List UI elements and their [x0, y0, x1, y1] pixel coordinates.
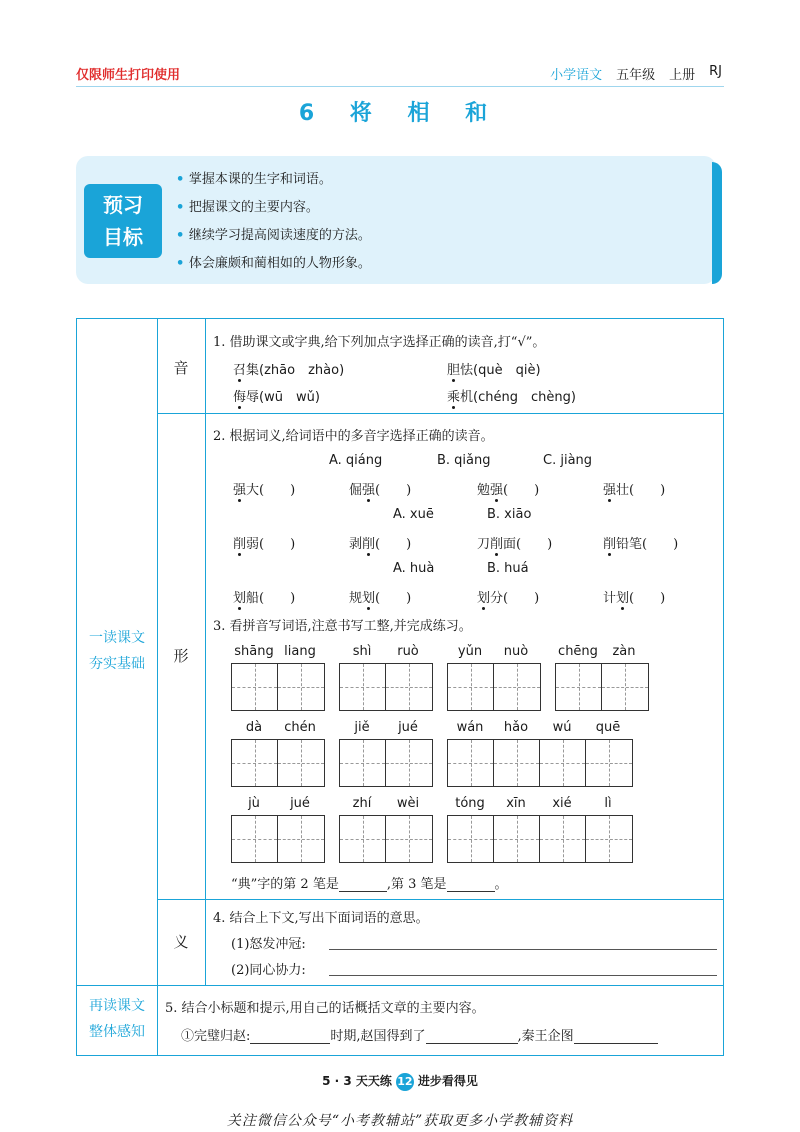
row-divider — [157, 413, 723, 414]
q5-text: 时期,赵国得到了 — [330, 1029, 426, 1044]
q5-text: ,秦王企图 — [517, 1029, 574, 1044]
q1-item — [233, 359, 344, 378]
grade: 五年级 — [616, 68, 656, 83]
q5-text: ①完璧归赵: — [181, 1029, 251, 1044]
pinyin: lì — [604, 796, 612, 811]
char: 集 — [246, 363, 260, 378]
pinyin: ruò — [397, 644, 419, 659]
option: B. xiāo — [487, 507, 532, 522]
writing-grid[interactable] — [447, 815, 633, 863]
option: B. huá — [487, 561, 529, 576]
pinyin: wán — [456, 720, 484, 735]
answer-paren[interactable]: 壮( ) — [616, 483, 666, 498]
badge-line1: 预习 — [103, 193, 143, 217]
section-read2-line1: 再读课文 — [89, 998, 145, 1014]
dotted-char: 划 — [616, 591, 630, 606]
char: 辱 — [246, 390, 260, 405]
stroke-text: ,第 3 笔是 — [386, 877, 447, 892]
label-yin: 音 — [173, 359, 189, 377]
row-divider — [157, 899, 723, 900]
q2-item — [477, 479, 539, 498]
subject: 小学语文 — [550, 68, 603, 83]
volume: 上册 — [669, 68, 696, 83]
pinyin-word — [231, 796, 323, 811]
q4-item1: (1)怒发冲冠: — [231, 937, 306, 952]
header-divider — [76, 86, 724, 87]
section-read1-line2: 夯实基础 — [89, 656, 145, 672]
pinyin-word — [339, 644, 431, 659]
writing-grid[interactable] — [555, 663, 649, 711]
answer-paren[interactable]: 船( ) — [246, 591, 296, 606]
pinyin-word — [231, 644, 323, 659]
q1-item — [233, 386, 320, 405]
pinyin: quē — [595, 720, 621, 735]
footer-slogan: 进步看得见 — [417, 1074, 478, 1088]
pinyin: liang — [284, 644, 316, 659]
pinyin: xié — [552, 796, 572, 811]
answer-paren[interactable]: 分( ) — [490, 591, 540, 606]
dotted-char: 强 — [362, 483, 376, 498]
goal-item: • 体会廉颇和蔺相如的人物形象。 — [176, 252, 371, 280]
pinyin: zhí — [352, 796, 372, 811]
char: 刀 — [477, 537, 491, 552]
answer-paren[interactable]: ( ) — [503, 483, 540, 498]
q2-item — [603, 533, 678, 552]
answer-paren[interactable]: 面( ) — [503, 537, 553, 552]
answer-paren[interactable]: 铅笔( ) — [616, 537, 679, 552]
answer-paren[interactable]: ( ) — [375, 591, 412, 606]
char: 剥 — [349, 537, 363, 552]
pinyin: shāng — [234, 644, 274, 659]
dotted-char: 召 — [233, 363, 247, 378]
option: B. qiǎng — [437, 453, 491, 468]
page-number: 12 — [396, 1073, 414, 1091]
writing-grid[interactable] — [231, 739, 325, 787]
writing-grid[interactable] — [231, 815, 325, 863]
dotted-char: 强 — [233, 483, 247, 498]
q2-item — [349, 587, 411, 606]
option: A. xuē — [393, 507, 434, 522]
lesson-title: 6 将 相 和 — [298, 101, 502, 126]
stroke-text: “典”字的第 2 笔是 — [231, 877, 339, 892]
dotted-char: 削 — [490, 537, 504, 552]
answer-blank[interactable] — [574, 1030, 658, 1044]
pinyin-options: (què qiè) — [473, 363, 541, 378]
pinyin: nuò — [503, 644, 529, 659]
pinyin: wú — [552, 720, 572, 735]
pinyin-options: (zhāo zhào) — [259, 363, 345, 378]
col-divider — [205, 319, 206, 985]
pinyin: jiě — [354, 720, 370, 735]
pinyin-word — [447, 644, 539, 659]
footer-series: 5 · 3 天天练 — [322, 1074, 392, 1088]
pinyin: zàn — [612, 644, 636, 659]
q1-prompt: 1. 借助课文或字典,给下列加点字选择正确的读音,打“√”。 — [213, 335, 546, 350]
dotted-char: 削 — [362, 537, 376, 552]
answer-blank[interactable] — [250, 1030, 330, 1044]
label-yi: 义 — [173, 933, 189, 951]
writing-grid[interactable] — [231, 663, 325, 711]
char: 倔 — [349, 483, 363, 498]
stroke-blank[interactable] — [447, 878, 495, 892]
dotted-char: 强 — [490, 483, 504, 498]
pinyin-word — [339, 720, 431, 735]
q2-item — [233, 533, 295, 552]
writing-grid[interactable] — [339, 815, 433, 863]
preview-goals-box — [76, 156, 716, 284]
pinyin-word — [231, 720, 323, 735]
q5-prompt: 5. 结合小标题和提示,用自己的话概括文章的主要内容。 — [165, 1001, 485, 1016]
pinyin: xīn — [506, 796, 526, 811]
writing-grid[interactable] — [447, 663, 541, 711]
section-read1-line1: 一读课文 — [89, 630, 145, 646]
answer-paren[interactable]: 大( ) — [246, 483, 296, 498]
section-read1 — [77, 625, 157, 677]
q2-item — [477, 587, 539, 606]
q1-item — [447, 359, 541, 378]
stroke-blank[interactable] — [339, 878, 387, 892]
bottom-note: 关注微信公众号“小考教辅站”获取更多小学教辅资料 — [226, 1113, 574, 1129]
option: A. huà — [393, 561, 435, 576]
dotted-char: 强 — [603, 483, 617, 498]
char: 勉 — [477, 483, 491, 498]
dotted-char: 划 — [233, 591, 247, 606]
pinyin-word — [447, 720, 631, 735]
pinyin: chēng — [558, 644, 598, 659]
stroke-question — [231, 873, 508, 892]
pinyin-word — [447, 796, 631, 811]
char: 计 — [603, 591, 617, 606]
pinyin: yǔn — [457, 644, 483, 659]
q3-prompt: 3. 看拼音写词语,注意书写工整,并完成练习。 — [213, 619, 472, 634]
label-xing: 形 — [173, 647, 189, 665]
row-divider — [77, 985, 723, 986]
preview-goals-badge — [84, 184, 162, 258]
dotted-char: 划 — [362, 591, 376, 606]
answer-paren[interactable]: ( ) — [375, 537, 412, 552]
pinyin: jué — [290, 796, 310, 811]
answer-paren[interactable]: ( ) — [375, 483, 412, 498]
pinyin-word — [339, 796, 431, 811]
pinyin-options: (wū wǔ) — [259, 390, 320, 405]
char: 规 — [349, 591, 363, 606]
page-footer — [0, 1072, 800, 1091]
dotted-char: 胆 — [447, 363, 461, 378]
option: A. qiáng — [329, 453, 383, 468]
pinyin: hǎo — [503, 720, 529, 735]
q2-item — [603, 587, 665, 606]
dotted-char: 削 — [603, 537, 617, 552]
q1-item — [447, 386, 576, 405]
dotted-char: 侮 — [233, 390, 247, 405]
section-read2 — [77, 993, 157, 1045]
writing-grid[interactable] — [339, 663, 433, 711]
badge-line2: 目标 — [103, 225, 143, 249]
pinyin: chén — [284, 720, 316, 735]
goal-item: • 继续学习提高阅读速度的方法。 — [176, 224, 371, 252]
answer-line[interactable] — [329, 975, 717, 976]
pinyin: tóng — [455, 796, 485, 811]
answer-blank[interactable] — [426, 1030, 518, 1044]
pinyin: shì — [352, 644, 372, 659]
char: 怯 — [460, 363, 474, 378]
dotted-char: 划 — [477, 591, 491, 606]
goals-accent-strip — [712, 162, 722, 284]
q2-item — [603, 479, 665, 498]
q2-item — [349, 479, 411, 498]
char: 机 — [460, 390, 474, 405]
pinyin: dà — [245, 720, 263, 735]
pinyin-word — [555, 644, 647, 659]
section-read2-line2: 整体感知 — [89, 1024, 145, 1040]
option: C. jiàng — [543, 453, 593, 468]
goal-item: • 把握课文的主要内容。 — [176, 196, 371, 224]
q2-item — [233, 587, 295, 606]
pinyin-options: (chéng chèng) — [473, 390, 576, 405]
q5-line — [181, 1025, 658, 1044]
q2-item — [477, 533, 552, 552]
answer-paren[interactable]: 弱( ) — [246, 537, 296, 552]
q4-prompt: 4. 结合上下文,写出下面词语的意思。 — [213, 911, 429, 926]
pinyin: wèi — [396, 796, 420, 811]
edition: RJ — [709, 64, 722, 79]
goals-list — [176, 168, 371, 280]
goal-item: • 掌握本课的生字和词语。 — [176, 168, 371, 196]
q4-item2: (2)同心协力: — [231, 963, 306, 978]
dotted-char: 削 — [233, 537, 247, 552]
pinyin: jué — [398, 720, 418, 735]
writing-grid[interactable] — [447, 739, 633, 787]
q2-item — [233, 479, 295, 498]
stroke-text: 。 — [494, 877, 508, 892]
pinyin: jù — [248, 796, 260, 811]
exercise-table — [76, 318, 724, 1056]
writing-grid[interactable] — [339, 739, 433, 787]
book-info — [550, 64, 722, 83]
dotted-char: 乘 — [447, 390, 461, 405]
q2-prompt: 2. 根据词义,给词语中的多音字选择正确的读音。 — [213, 429, 494, 444]
answer-line[interactable] — [329, 949, 717, 950]
answer-paren[interactable]: ( ) — [629, 591, 666, 606]
print-notice: 仅限师生打印使用 — [76, 68, 181, 83]
q2-item — [349, 533, 411, 552]
